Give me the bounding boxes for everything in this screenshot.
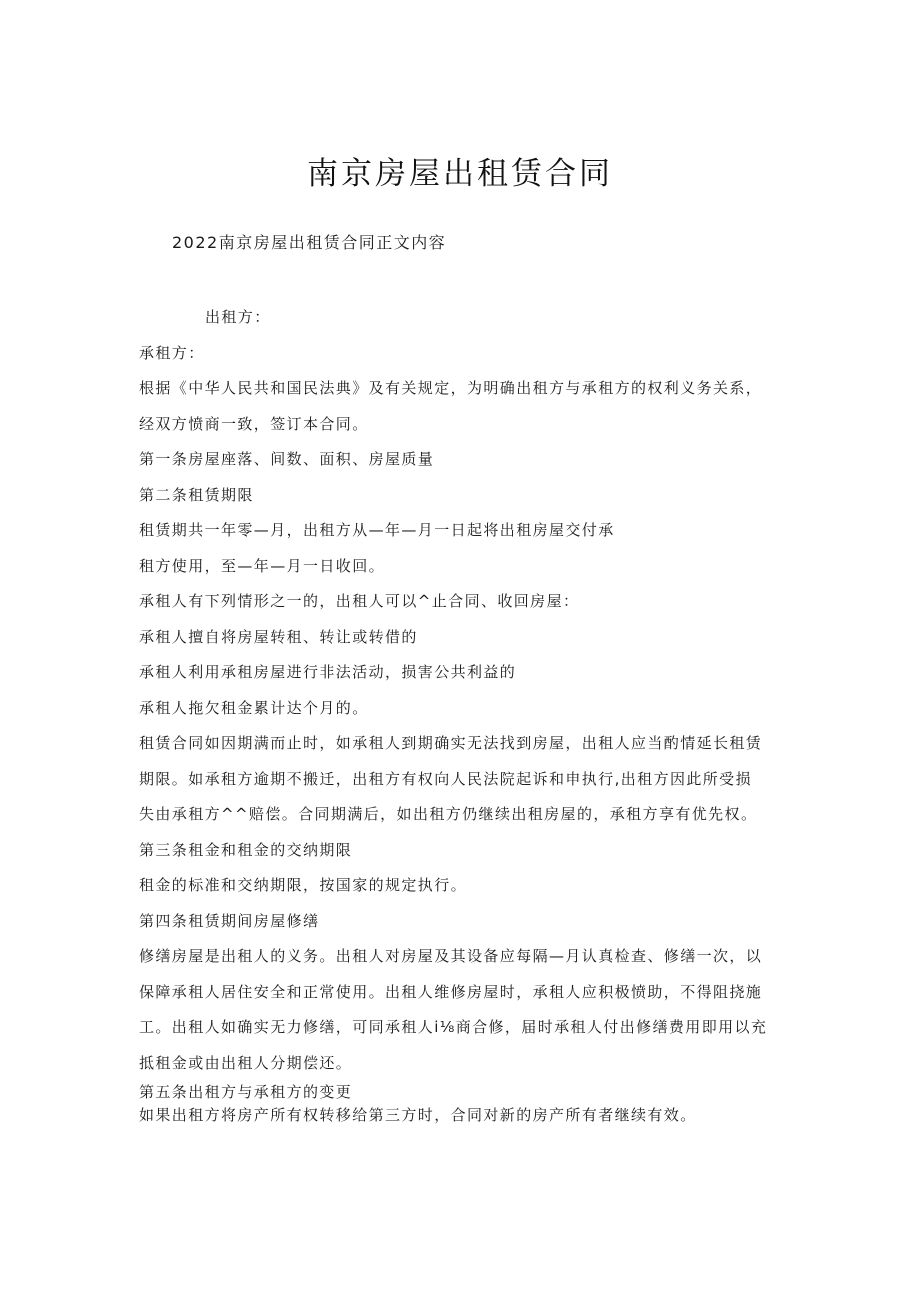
preamble-line-1: 根据《中华人民共和国民法典》及有关规定，为明确出租方与承租方的权利义务关系， bbox=[139, 379, 763, 397]
extension-text-2: 期限。如承租方逾期不搬迁，出租方有权向人民法院起诉和申执行,出租方因此所受损 bbox=[139, 769, 752, 788]
lessee-line: 承租方： bbox=[139, 343, 205, 362]
article-3-heading: 第三条租金和租金的交纳期限 bbox=[139, 840, 353, 859]
termination-case-1: 承租人擅自将房屋转租、转让或转借的 bbox=[139, 627, 418, 646]
article-2-heading: 第二条租赁期限 bbox=[139, 485, 254, 504]
article-2-text-1: 租赁期共一年零—月，出租方从—年—月一日起将出租房屋交付承 bbox=[139, 521, 615, 539]
article-5-text: 如果出租方将房产所有权转移给第三方时，合同对新的房产所有者继续有效。 bbox=[139, 1106, 697, 1124]
contract-body bbox=[139, 300, 799, 1127]
extension-text-1: 租赁合同如因期满而止时，如承租人到期确实无法找到房屋，出租人应当酌情延长租赁 bbox=[139, 734, 763, 752]
article-4-text-2: 保障承租人居住安全和正常使用。出租人维修房屋时，承租人应积极愤助，不得阻挠施 bbox=[139, 982, 763, 1001]
preamble-line-2: 经双方愤商一致，签订本合同。 bbox=[139, 414, 369, 433]
article-4-heading: 第四条租赁期间房屋修缮 bbox=[139, 911, 320, 930]
lessor-line: 出租方： bbox=[205, 308, 271, 326]
article-2-text-2: 租方使用，至—年—月一日收回。 bbox=[139, 556, 386, 575]
extension-text-3: 失由承租方^^赔偿。合同期满后，如出租方仍继续出租房屋的，承租方享有优先权。 bbox=[139, 805, 758, 823]
article-5-heading: 第五条出租方与承租方的变更 bbox=[139, 1083, 353, 1101]
document-subtitle: 2022南京房屋出租赁合同正文内容 bbox=[172, 233, 447, 252]
article-4-text-4: 抵租金或由出租人分期偿还。 bbox=[139, 1053, 353, 1072]
termination-intro: 承租人有下列情形之一的，出租人可以^止合同、收回房屋： bbox=[139, 592, 580, 610]
article-1-heading: 第一条房屋座落、间数、面积、房屋质量 bbox=[139, 450, 435, 468]
article-4-text-1: 修缮房屋是出租人的义务。出租人对房屋及其设备应每隔—月认真检查、修缮一次，以 bbox=[139, 947, 763, 965]
document-title: 南京房屋出租赁合同 bbox=[307, 156, 613, 192]
article-4-text-3: 工。出租人如确实无力修缮，可同承租人i⅛商合修，届时承租人付出修缮费用即用以充 bbox=[139, 1018, 768, 1036]
termination-case-2: 承租人利用承租房屋进行非法活动，损害公共利益的 bbox=[139, 663, 517, 681]
article-3-text: 租金的标准和交纳期限，按国家的规定执行。 bbox=[139, 876, 468, 894]
termination-case-3: 承租人拖欠租金累计达个月的。 bbox=[139, 698, 369, 717]
